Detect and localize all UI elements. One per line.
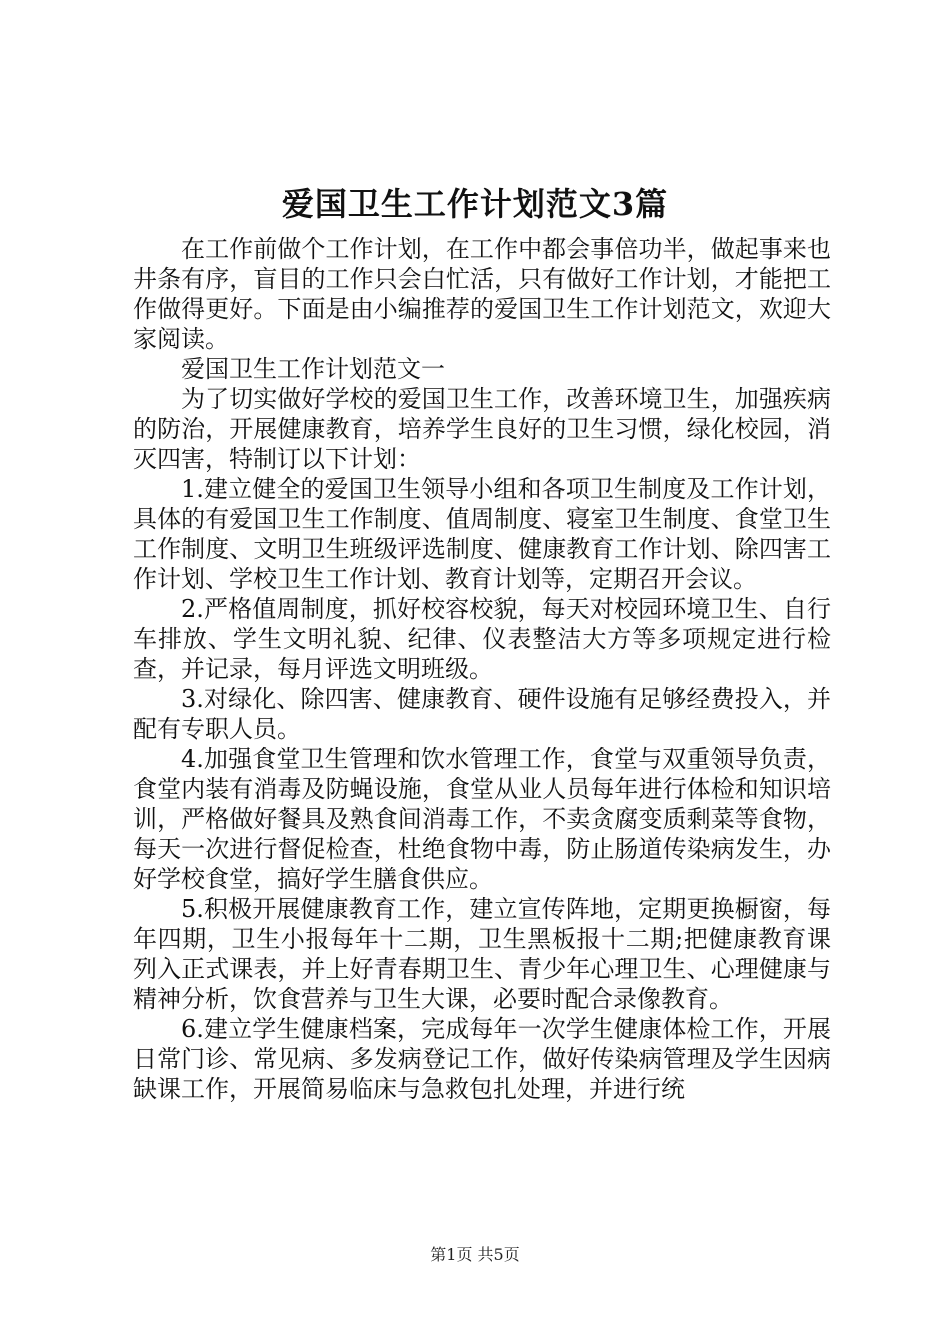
paragraph-item-4: 4.加强食堂卫生管理和饮水管理工作，食堂与双重领导负责，食堂内装有消毒及防蝇设施，食堂从业人员每年进行体检和知识培训，严格做好餐具及熟食间消毒工作，不卖贪腐变质剩菜等食物，每天一次进行督促检查，杜绝食物中毒，防止肠道传染病发生，办好学校食堂，搞好学生膳食供应。: [133, 745, 831, 893]
paragraph-item-6: 6.建立学生健康档案，完成每年一次学生健康体检工作，开展日常门诊、常见病、多发病登记工作，做好传染病管理及学生因病缺课工作，开展简易临床与急救包扎处理，并进行统: [133, 1015, 831, 1103]
document-body: [133, 234, 831, 1104]
paragraph-item-5: 5.积极开展健康教育工作，建立宣传阵地，定期更换橱窗，每年四期，卫生小报每年十二期，卫生黑板报十二期;把健康教育课列入正式课表，并上好青春期卫生、青少年心理卫生、心理健康与精神分析，饮食营养与卫生大课，必要时配合录像教育。: [133, 895, 831, 1013]
paragraph-item-1: 1.建立健全的爱国卫生领导小组和各项卫生制度及工作计划，具体的有爱国卫生工作制度、值周制度、寝室卫生制度、食堂卫生工作制度、文明卫生班级评选制度、健康教育工作计划、除四害工作计划、学校卫生工作计划、教育计划等，定期召开会议。: [133, 475, 831, 593]
section-heading: 爱国卫生工作计划范文一: [181, 355, 445, 383]
paragraph-purpose: 为了切实做好学校的爱国卫生工作，改善环境卫生，加强疾病的防治，开展健康教育，培养学生良好的卫生习惯，绿化校园，消灭四害，特制订以下计划：: [133, 385, 831, 473]
paragraph-item-3: 3.对绿化、除四害、健康教育、硬件设施有足够经费投入，并配有专职人员。: [133, 685, 831, 743]
document-title: 爱国卫生工作计划范文3篇: [281, 185, 669, 223]
paragraph-intro: 在工作前做个工作计划，在工作中都会事倍功半，做起事来也井条有序，盲目的工作只会白忙活，只有做好工作计划，才能把工作做得更好。下面是由小编推荐的爱国卫生工作计划范文，欢迎大家阅读。: [133, 235, 831, 353]
paragraph-item-2: 2.严格值周制度，抓好校容校貌，每天对校园环境卫生、自行车排放、学生文明礼貌、纪律、仪表整洁大方等多项规定进行检查，并记录，每月评选文明班级。: [133, 595, 831, 683]
page-number-footer: 第1页 共5页: [430, 1245, 520, 1264]
